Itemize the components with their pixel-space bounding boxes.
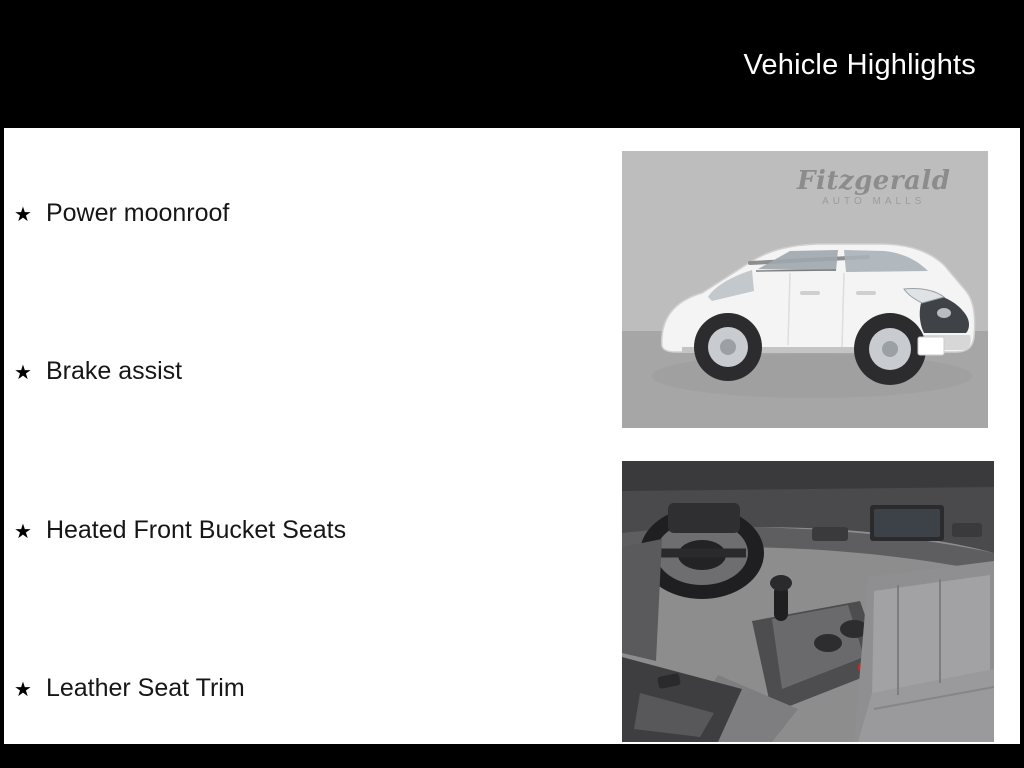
- watermark-subtitle: AUTO MALLS: [822, 196, 926, 207]
- feature-label: Leather Seat Trim: [45, 674, 245, 702]
- star-icon: ★: [14, 362, 32, 384]
- star-icon: ★: [14, 679, 32, 701]
- watermark-brand: Fitzgerald: [797, 166, 951, 196]
- star-icon: ★: [14, 204, 32, 226]
- suv-illustration: [622, 151, 988, 428]
- list-item: [14, 673, 245, 703]
- list-item: [14, 198, 229, 228]
- feature-label: Heated Front Bucket Seats: [45, 516, 347, 544]
- feature-label: Brake assist: [45, 357, 183, 385]
- vehicle-exterior-photo: [622, 151, 988, 428]
- feature-list: [0, 140, 600, 740]
- vehicle-interior-photo: [622, 461, 994, 742]
- star-icon: ★: [14, 521, 32, 543]
- list-item: [14, 515, 346, 545]
- header-bar: [0, 0, 1024, 128]
- page-title: Vehicle Highlights: [743, 49, 976, 81]
- bottom-border-strip: [0, 744, 1024, 768]
- list-item: [14, 356, 182, 386]
- right-border-strip: [1020, 128, 1024, 744]
- feature-label: Power moonroof: [45, 199, 230, 227]
- interior-illustration: [622, 461, 994, 742]
